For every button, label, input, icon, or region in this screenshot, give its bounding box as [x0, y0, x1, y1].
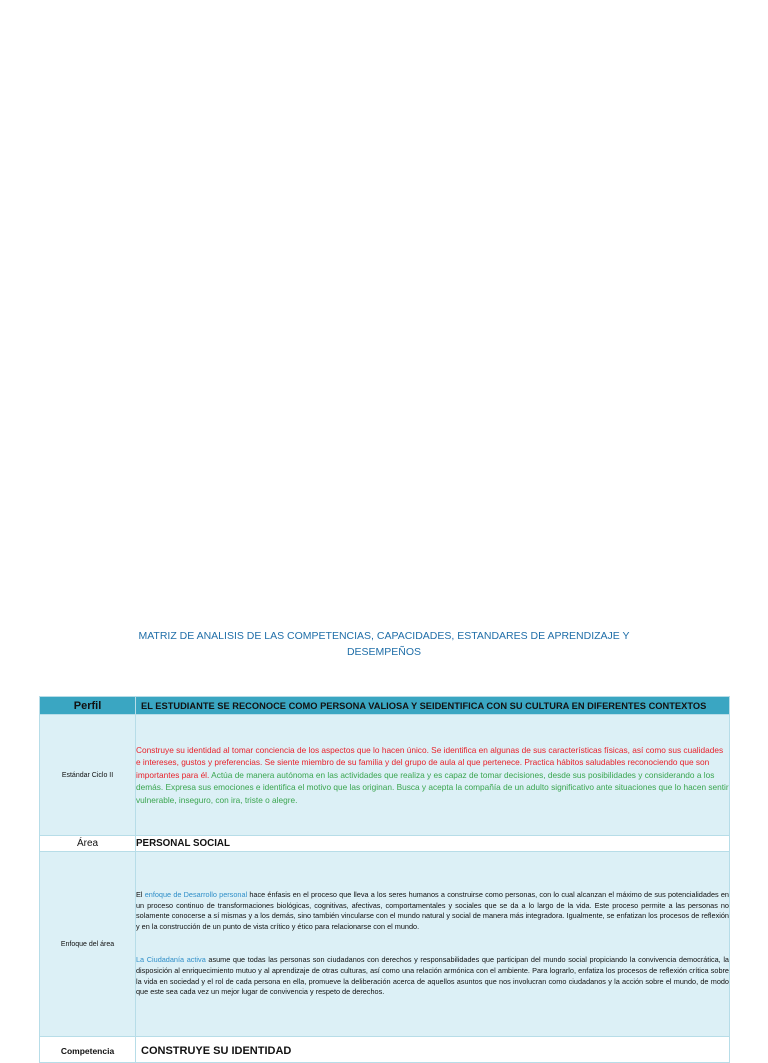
enfoque-row [40, 852, 730, 1037]
competencia-row [40, 1037, 730, 1063]
perfil-label: Perfil [40, 697, 136, 715]
estandar-label: Estándar Ciclo II [40, 715, 136, 836]
competencia-label: Competencia [40, 1037, 136, 1063]
page-title [120, 628, 648, 660]
estandar-green-text: Actúa de manera autónoma en las actividades que realiza y es capaz de tomar decisiones, desde sus posibilidades y considerando a los demás. Expresa sus emociones e identifica el motivo que las originan. Busca y acepta la compañía de un adulto significativo ante situaciones que lo hacen sentir vulnerable, inseguro, con ira, triste o alegre. [136, 769, 729, 805]
perfil-value: EL ESTUDIANTE SE RECONOCE COMO PERSONA VALIOSA Y SEIDENTIFICA CON SU CULTURA EN DIFERENTES CONTEXTOS [136, 697, 730, 715]
enfoque-paragraph-2 [136, 955, 729, 998]
estandar-row [40, 715, 730, 836]
enfoque-text [136, 852, 730, 1037]
competencia-value: CONSTRUYE SU IDENTIDAD [136, 1037, 730, 1063]
page-title-line-1: MATRIZ DE ANALISIS DE LAS COMPETENCIAS, CAPACIDADES, ESTANDARES DE APRENDIZAJE Y [138, 630, 630, 642]
enfoque-p1-highlight: enfoque de Desarrollo personal [144, 889, 248, 899]
estandar-text [136, 715, 730, 836]
estandar-red-text: Construye su identidad al tomar conciencia de los aspectos que lo hacen único. Se identifica en algunas de sus características físicas, así como sus cualidades e intereses, gustos y preferencias. Se siente miembro de su familia y del grupo de aula al que pertenece. Practica hábitos saludables reconociendo que son importantes para él. [136, 744, 724, 780]
enfoque-p2-highlight: La Ciudadanía activa [136, 955, 206, 964]
area-row [40, 836, 730, 852]
enfoque-p1-rest: hace énfasis en el proceso que lleva a los seres humanos a construirse como personas, con lo cual alcanzan el máximo de sus potencialidades en un proceso continuo de transformaciones biológicas, cognitivas, afectivas, comportamentales y sociales que se da a lo largo de la vida. Este proceso permite a las personas no solamente conocerse a sí mismas y a los demás, sino también vincularse con el mundo natural y social de manera más integradora. Igualmente, se enfatizan los procesos de reflexión y en la construcción de un punto de vista crítico y ético para relacionarse con el mundo. [136, 889, 729, 932]
analysis-matrix-table [39, 696, 730, 1063]
enfoque-paragraph-1 [136, 890, 729, 933]
enfoque-label: Enfoque del área [40, 852, 136, 1037]
enfoque-p1-lead: El [136, 889, 145, 899]
area-label: Área [40, 836, 136, 852]
area-value: PERSONAL SOCIAL [136, 836, 730, 852]
enfoque-p2-rest: asume que todas las personas son ciudadanos con derechos y responsabilidades que participan del mundo social propiciando la convivencia democrática, la disposición al enriquecimiento mutuo y al aprendizaje de otras culturas, así como una relación armónica con el ambiente. Para lograrlo, enfatiza los procesos de reflexión crítica sobre la vida en sociedad y el rol de cada persona en ella, promueve la deliberación acerca de aquellos asuntos que nos involucran como ciudadanos y la acción sobre el mundo, de modo que este sea cada vez un mejor lugar de convivencia y respeto de derechos. [136, 955, 729, 997]
perfil-row [40, 697, 730, 715]
page-title-line-2: DESEMPEÑOS [346, 646, 422, 658]
